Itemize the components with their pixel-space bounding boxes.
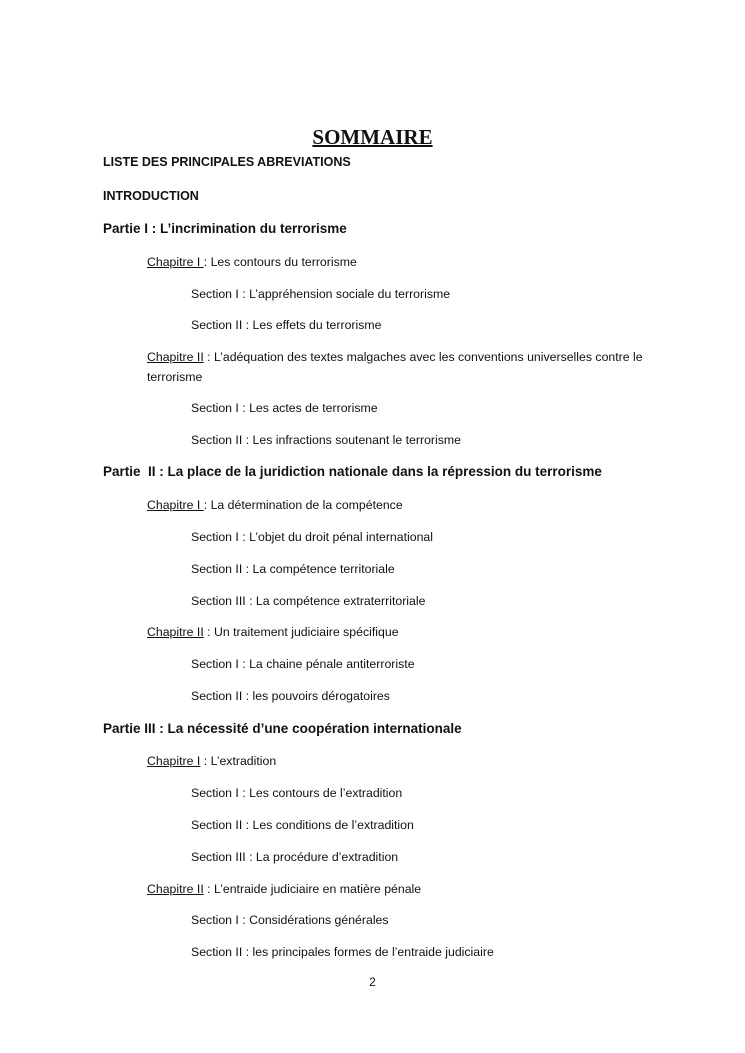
toc-section: Section II : Les effets du terrorisme xyxy=(191,318,382,332)
chapter-label: Chapitre II xyxy=(147,625,204,639)
chapter-title: : L’entraide judiciaire en matière pénale xyxy=(203,882,422,896)
toc-section: Section I : Les actes de terrorisme xyxy=(191,401,378,415)
toc-chapter xyxy=(147,254,357,270)
toc-section: Section I : Les contours de l’extradition xyxy=(191,786,403,800)
chapter-label: Chapitre I xyxy=(147,498,204,512)
toc-chapter xyxy=(147,347,667,387)
chapter-label: Chapitre II xyxy=(147,882,204,896)
toc-section: Section I : L’appréhension sociale du terrorisme xyxy=(191,287,451,301)
toc-section: Section I : L’objet du droit pénal international xyxy=(191,530,434,544)
toc-chapter xyxy=(147,624,399,640)
toc-section: Section III : La procédure d’extradition xyxy=(191,850,399,864)
chapter-label: Chapitre I xyxy=(147,255,204,269)
chapter-title: : Les contours du terrorisme xyxy=(203,255,357,269)
toc-section: Section III : La compétence extraterritoriale xyxy=(191,594,426,608)
toc-abbreviations: LISTE DES PRINCIPALES ABREVIATIONS xyxy=(103,155,351,169)
toc-chapter xyxy=(147,497,403,513)
chapter-label: Chapitre I xyxy=(147,754,201,768)
page-title xyxy=(0,124,745,150)
chapter-title: : La détermination de la compétence xyxy=(203,498,403,512)
chapter-title: : L’extradition xyxy=(200,754,277,768)
toc-section: Section I : Considérations générales xyxy=(191,913,389,927)
toc-introduction: INTRODUCTION xyxy=(103,189,199,203)
toc-chapter xyxy=(147,881,421,897)
chapter-title: : Un traitement judiciaire spécifique xyxy=(203,625,399,639)
chapter-label: Chapitre II xyxy=(147,350,204,364)
toc-section: Section II : Les conditions de l’extradition xyxy=(191,818,414,832)
page-number: 2 xyxy=(369,975,376,989)
page-title-text: SOMMAIRE xyxy=(312,125,433,149)
toc-section: Section II : les pouvoirs dérogatoires xyxy=(191,689,390,703)
chapter-title: : L’adéquation des textes malgaches avec les conventions universelles contre le terrorisme xyxy=(147,350,643,384)
toc-section: Section II : les principales formes de l’entraide judiciaire xyxy=(191,945,494,959)
toc-chapter xyxy=(147,753,276,769)
toc-section: Section II : Les infractions soutenant le terrorisme xyxy=(191,433,461,447)
toc-part-3: Partie III : La nécessité d’une coopération internationale xyxy=(103,721,462,736)
toc-part-2: Partie II : La place de la juridiction nationale dans la répression du terrorisme xyxy=(103,464,602,479)
toc-section: Section I : La chaine pénale antiterroriste xyxy=(191,657,415,671)
toc-section: Section II : La compétence territoriale xyxy=(191,562,395,576)
toc-part-1: Partie I : L’incrimination du terrorisme xyxy=(103,221,347,236)
